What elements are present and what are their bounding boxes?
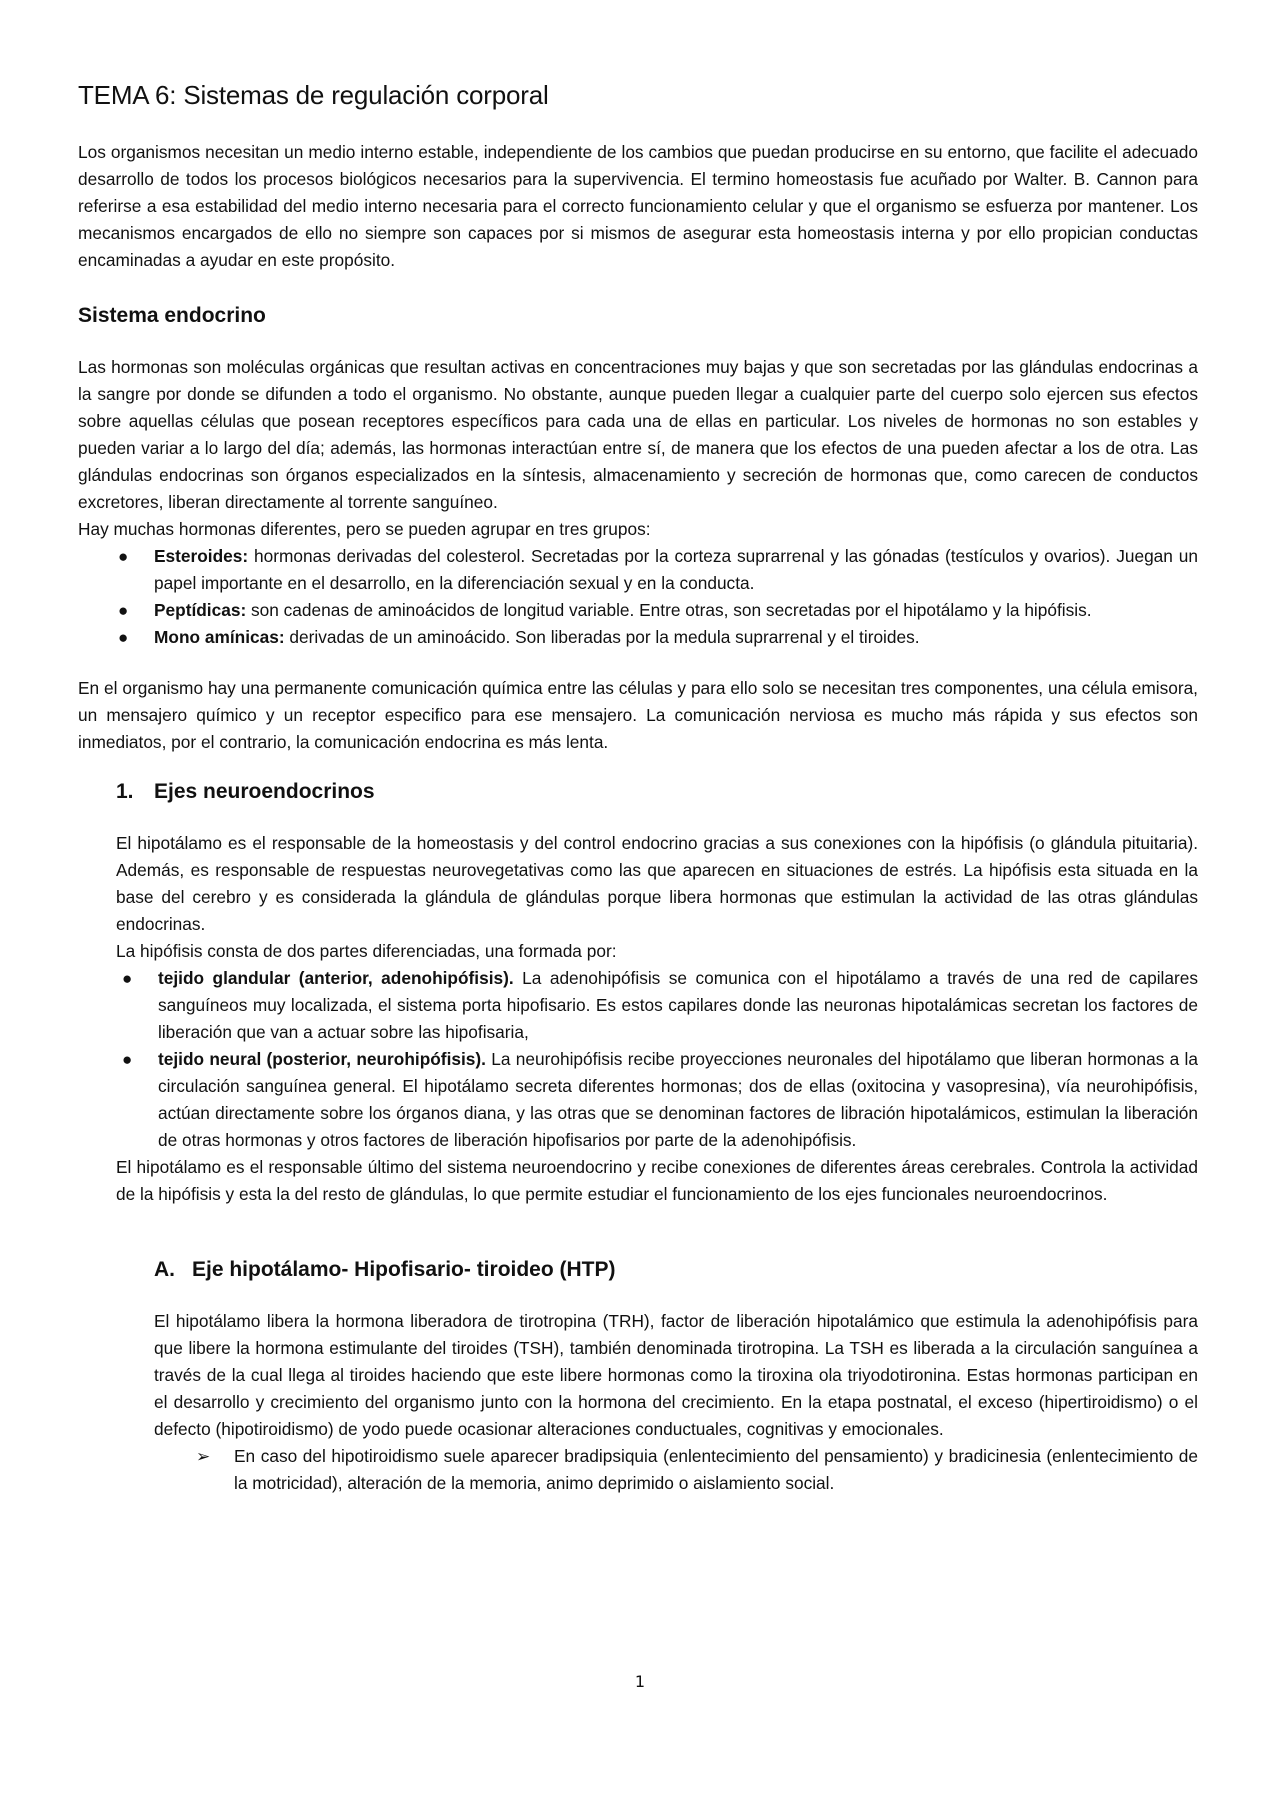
intro-paragraph: Los organismos necesitan un medio interno estable, independiente de los cambios que puedan producirse en su entorno, que facilite el adecuado desarrollo de todos los procesos biológicos necesarios para la supervivencia. El termino homeostasis fue acuñado por Walter. B. Cannon para referirse a esa estabilidad del medio interno necesaria para el correcto funcionamiento celular y que el organismo se esfuerza por mantener. Los mecanismos encargados de ello no siempre son capaces por si mismos de asegurar esta homeostasis interna y por ello propician conductas encaminadas a ayudar en este propósito. [78, 142, 1198, 270]
bullet-icon: ● [118, 628, 129, 647]
neuroendocrine-paragraph: El hipotálamo es el responsable último del sistema neuroendocrino y recibe conexiones de diferentes áreas cerebrales. Controla la actividad de la hipófisis y esta la del resto de glándulas, lo que permite estudiar el funcionamiento de los ejes funcionales neuroendocrinos. [116, 1157, 1198, 1204]
section-title: Ejes neuroendocrinos [154, 780, 375, 803]
bullet-icon: ● [122, 1050, 133, 1069]
section-letter: A. [154, 1258, 175, 1281]
section-number: 1. [116, 780, 134, 803]
group-text: son cadenas de aminoácidos de longitud variable. Entre otras, son secretadas por el hipotálamo y la hipófisis. [246, 600, 1092, 620]
list-item [78, 543, 1198, 597]
part-term: tejido neural (posterior, neurohipófisis). [158, 1049, 486, 1069]
arrow-bullet-icon: ➢ [196, 1447, 211, 1466]
group-term: Peptídicas: [154, 600, 247, 620]
group-term: Esteroides: [154, 546, 249, 566]
part-text: La adenohipófisis se comunica con el hipotálamo a través de una red de capilares sanguíneos muy localizada, el sistema porta hipofisario. Es estos capilares donde las neuronas hipotalámicas secretan los factores de liberación que van a actuar sobre las hipofisaria, [158, 968, 1199, 1042]
hormones-paragraph: Las hormonas son moléculas orgánicas que resultan activas en concentraciones muy bajas y que son secretadas por las glándulas endocrinas a la sangre por donde se difunden a todo el organismo. No obstante, aunque pueden llegar a cualquier parte del cuerpo solo ejercen sus efectos sobre aquellas células que posean receptores específicos para cada una de ellas en particular. Los niveles de hormonas no son estables y pueden variar a lo largo del día; además, las hormonas interactúan entre sí, de manera que los efectos de una pueden afectar a los de otra. Las glándulas endocrinas son órganos especializados en la síntesis, almacenamiento y secreción de hormonas que, como carecen de conductos excretores, liberan directamente al torrente sanguíneo. [78, 357, 1198, 512]
part-text: La neurohipófisis recibe proyecciones neuronales del hipotálamo que liberan hormonas a la circulación sanguínea general. El hipotálamo secreta diferentes hormonas; dos de ellas (oxitocina y vasopresina), vía neurohipófisis, actúan directamente sobre los órganos diana, y las otras que se denominan factores de libración hipotalámicos, estimulan la liberación de otras hormonas y otros factores de liberación hipofisarios por parte de la adenohipófisis. [158, 1049, 1199, 1150]
page-number: 1 [634, 1672, 646, 1691]
bullet-icon: ● [122, 969, 133, 988]
group-text: hormonas derivadas del colesterol. Secretadas por la corteza suprarrenal y las gónadas (testículos y ovarios). Juegan un papel importante en el desarrollo, en la diferenciación sexual y en la conducta. [154, 546, 1198, 593]
hypothyroidism-list [78, 1443, 1198, 1497]
hormone-groups-intro: Hay muchas hormonas diferentes, pero se pueden agrupar en tres grupos: [78, 519, 651, 539]
part-term: tejido glandular (anterior, adenohipófisis). [158, 968, 514, 988]
list-item [78, 965, 1198, 1046]
section-a-heading [154, 1258, 1198, 1282]
hormone-groups-list [78, 543, 1198, 651]
htp-paragraph: El hipotálamo libera la hormona liberadora de tirotropina (TRH), factor de liberación hipotalámico que estimula la adenohipófisis para que libere la hormona estimulante del tiroides (TSH), también denominada tirotropina. La TSH es liberada a la circulación sanguínea a través de la cual llega al tiroides haciendo que este libere hormonas como la tiroxina ola triyodotironina. Estas hormonas participan en el desarrollo y crecimiento del organismo junto con la hormona del crecimiento. En la etapa postnatal, el exceso (hipertiroidismo) o el defecto (hipotiroidismo) de yodo puede ocasionar alteraciones conductuales, cognitivas y emocionales. [154, 1311, 1198, 1439]
list-item [78, 624, 1198, 651]
hypophysis-parts-list [78, 965, 1198, 1154]
bullet-icon: ● [118, 547, 129, 566]
communication-paragraph: En el organismo hay una permanente comunicación química entre las células y para ello solo se necesitan tres componentes, una célula emisora, un mensajero químico y un receptor especifico para ese mensajero. La comunicación nerviosa es mucho más rápida y sus efectos son inmediatos, por el contrario, la comunicación endocrina es más lenta. [78, 678, 1198, 752]
hypothalamus-paragraph: El hipotálamo es el responsable de la homeostasis y del control endocrino gracias a sus conexiones con la hipófisis (o glándula pituitaria). Además, es responsable de respuestas neurovegetativas como las que aparecen en situaciones de estrés. La hipófisis esta situada en la base del cerebro y es considerada la glándula de glándulas porque libera hormonas que estimulan la actividad de las otras glándulas endocrinas. [116, 833, 1198, 934]
group-term: Mono amínicas: [154, 627, 285, 647]
list-item [154, 1443, 1198, 1497]
list-item [78, 1046, 1198, 1154]
endocrine-heading: Sistema endocrino [78, 304, 266, 327]
section-title: Eje hipotálamo- Hipofisario- tiroideo (HTP) [192, 1258, 616, 1281]
bullet-icon: ● [118, 601, 129, 620]
group-text: derivadas de un aminoácido. Son liberadas por la medula suprarrenal y el tiroides. [284, 627, 920, 647]
hypophysis-parts-intro: La hipófisis consta de dos partes diferenciadas, una formada por: [116, 941, 617, 961]
hypothyroidism-text: En caso del hipotiroidismo suele aparecer bradipsiquia (enlentecimiento del pensamiento) y bradicinesia (enlentecimiento de la motricidad), alteración de la memoria, animo deprimido o aislamiento social. [234, 1446, 1198, 1493]
section-1-heading [116, 780, 1198, 804]
list-item [78, 597, 1198, 624]
page-title: TEMA 6: Sistemas de regulación corporal [78, 80, 549, 110]
